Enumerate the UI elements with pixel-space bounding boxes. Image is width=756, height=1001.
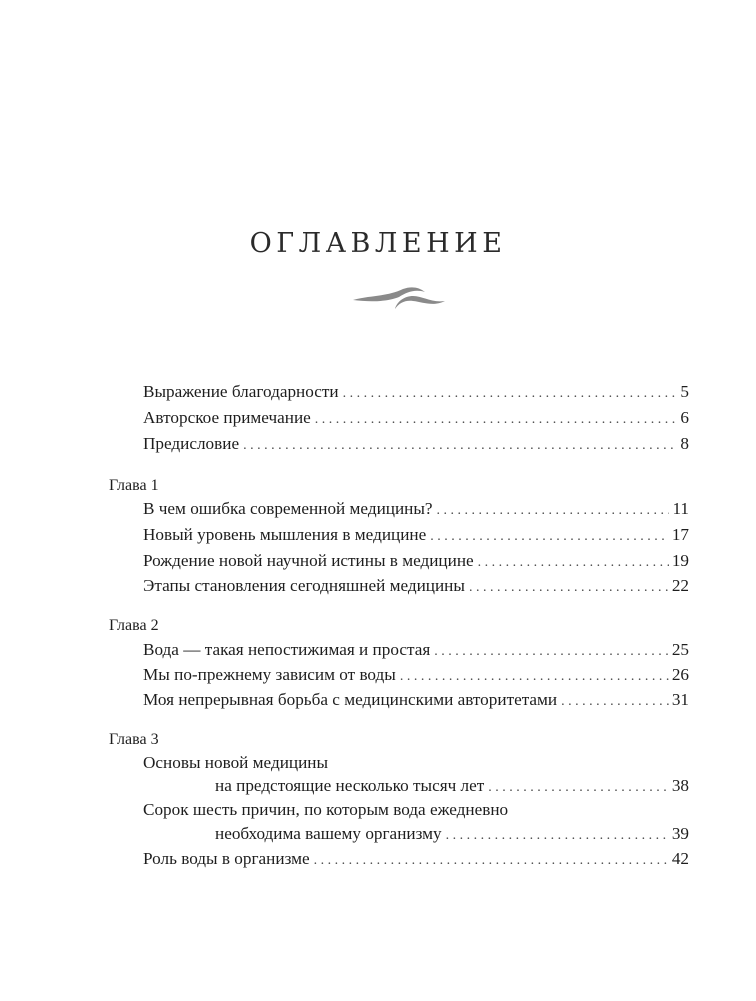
toc-entry-title-line1[interactable]: Сорок шесть причин, по которым вода ежедневно [143,800,509,819]
toc-entry-title: Этапы становления сегодняшней медицины [143,576,465,595]
dot-leader [561,691,669,713]
toc-entry-title: Моя непрерывная борьба с медицинскими авторитетами [143,690,558,709]
toc-entry-title: Роль воды в организме [143,849,310,868]
toc-entry-page: 38 [671,776,689,795]
toc-entry-title: на предстоящие несколько тысяч лет [215,776,485,795]
toc-entry[interactable] [143,664,689,688]
dot-leader [315,409,678,431]
toc-entry-title: Авторское примечание [143,408,311,427]
toc-entry-title: Рождение новой научной истины в медицине [143,551,474,570]
toc-entry-page: 17 [671,525,689,544]
toc-entry-title: Предисловие [143,434,240,453]
wave-flourish-icon [351,283,447,313]
toc-entry-title: Вода — такая непостижимая и простая [143,640,431,659]
toc-entry[interactable] [143,433,689,457]
toc-entry-title: В чем ошибка современной медицины? [143,499,433,518]
dot-leader [488,777,669,799]
toc-entry-page: 22 [671,576,689,595]
toc-entry-page: 19 [671,551,689,570]
chapter-heading: Глава 2 [109,617,159,634]
toc-entry[interactable] [143,639,689,663]
page-title: ОГЛАВЛЕНИЕ [249,228,507,259]
toc-entry[interactable] [143,689,689,713]
dot-leader [343,383,678,405]
toc-entry[interactable] [215,823,689,847]
toc-entry-title: Выражение благодарности [143,382,339,401]
toc-entry-page: 5 [680,382,689,401]
dot-leader [430,526,669,548]
chapter-heading: Глава 1 [109,477,159,494]
toc-entry[interactable] [143,848,689,872]
toc-entry[interactable] [143,381,689,405]
toc-entry[interactable] [143,498,689,522]
toc-entry[interactable] [143,575,689,599]
toc-entry-title: необходима вашему организму [215,824,442,843]
dot-leader [434,641,669,663]
dot-leader [469,577,669,599]
toc-entry-page: 42 [671,849,689,868]
toc-entry[interactable] [143,524,689,548]
dot-leader [478,552,669,574]
toc-entry-page: 26 [671,665,689,684]
toc-entry-page: 11 [672,499,689,518]
toc-entry-title: Новый уровень мышления в медицине [143,525,427,544]
toc-entry-page: 31 [671,690,689,709]
dot-leader [243,435,677,457]
toc-entry[interactable] [143,407,689,431]
toc-entry-page: 25 [671,640,689,659]
toc-entry-title-line1[interactable]: Основы новой медицины [143,753,329,772]
dot-leader [314,850,669,872]
toc-entry-page: 8 [680,434,689,453]
dot-leader [446,825,669,847]
toc-entry[interactable] [215,775,689,799]
toc-entry-page: 6 [680,408,689,427]
dot-leader [437,500,670,522]
toc-entry[interactable] [143,550,689,574]
toc-entry-title: Мы по-прежнему зависим от воды [143,665,396,684]
dot-leader [400,666,669,688]
chapter-heading: Глава 3 [109,731,159,748]
toc-entry-page: 39 [671,824,689,843]
